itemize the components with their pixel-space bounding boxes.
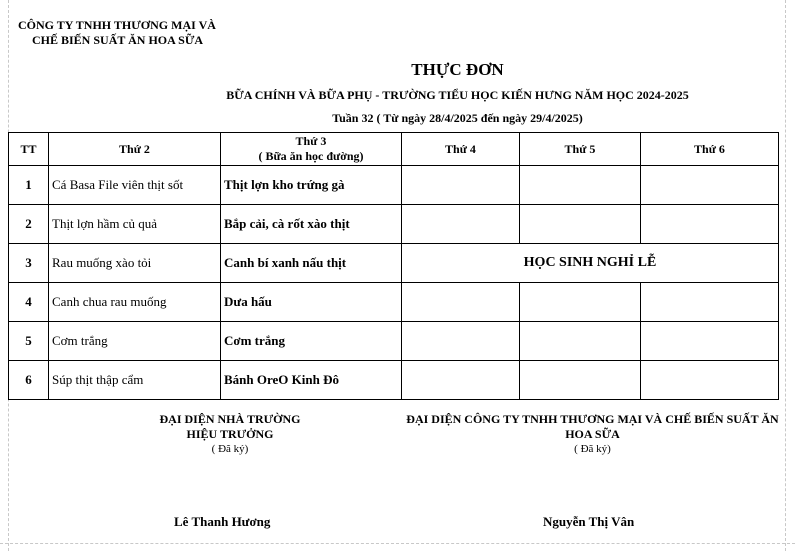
header-thursday: Thứ 5 <box>520 133 641 166</box>
school-signature-status: ( Đã ký) <box>211 443 249 455</box>
table-header-row <box>9 133 779 166</box>
tuesday-dish: Thịt lợn kho trứng gà <box>221 166 402 205</box>
row-number: 4 <box>9 283 49 322</box>
friday-cell <box>641 283 779 322</box>
friday-cell <box>641 322 779 361</box>
table-row <box>9 361 779 400</box>
header-tuesday <box>221 133 402 166</box>
table-row <box>9 244 779 283</box>
friday-cell <box>641 166 779 205</box>
row-number: 6 <box>9 361 49 400</box>
tuesday-dish: Cơm trắng <box>221 322 402 361</box>
tuesday-dish: Bánh OreO Kinh Đô <box>221 361 402 400</box>
wednesday-cell <box>402 361 520 400</box>
thursday-cell <box>520 361 641 400</box>
friday-cell <box>641 361 779 400</box>
school-signer-name: Lê Thanh Hương <box>174 514 271 529</box>
table-row <box>9 166 779 205</box>
tuesday-dish: Canh bí xanh nấu thịt <box>221 244 402 283</box>
monday-dish: Rau muống xào tỏi <box>49 244 221 283</box>
company-name-line2: CHẾ BIẾN SUẤT ĂN HOA SỮA <box>32 33 204 47</box>
table-row <box>9 205 779 244</box>
thursday-cell <box>520 205 641 244</box>
monday-dish: Canh chua rau muống <box>49 283 221 322</box>
menu-table <box>8 132 779 400</box>
page-subtitle: BỮA CHÍNH VÀ BỮA PHỤ - TRƯỜNG TIỂU HỌC KIẾN HƯNG NĂM HỌC 2024-2025 <box>226 88 689 102</box>
company-signature-block <box>400 412 785 457</box>
page-guide-bottom <box>0 543 795 544</box>
row-number: 5 <box>9 322 49 361</box>
header-tuesday-label: Thứ 3 <box>295 134 327 148</box>
header-tt: TT <box>9 133 49 166</box>
monday-dish: Cá Basa File viên thịt sốt <box>49 166 221 205</box>
holiday-notice: HỌC SINH NGHỈ LỄ <box>402 244 779 283</box>
school-signature-title: ĐẠI DIỆN NHÀ TRƯỜNG <box>159 412 301 426</box>
company-signature-status: ( Đã ký) <box>574 443 611 455</box>
table-row <box>9 322 779 361</box>
thursday-cell <box>520 283 641 322</box>
thursday-cell <box>520 322 641 361</box>
header-friday: Thứ 6 <box>641 133 779 166</box>
monday-dish: Cơm trắng <box>49 322 221 361</box>
row-number: 3 <box>9 244 49 283</box>
header-wednesday: Thứ 4 <box>402 133 520 166</box>
table-row <box>9 283 779 322</box>
company-signature-title-cont: HOA SỮA <box>565 427 620 441</box>
page-guide-right <box>785 0 786 551</box>
school-signature-block <box>130 412 330 457</box>
tuesday-dish: Bắp cải, cà rốt xào thịt <box>221 205 402 244</box>
week-range: Tuần 32 ( Từ ngày 28/4/2025 đến ngày 29/4/2025) <box>332 111 583 125</box>
wednesday-cell <box>402 166 520 205</box>
row-number: 1 <box>9 166 49 205</box>
thursday-cell <box>520 166 641 205</box>
wednesday-cell <box>402 283 520 322</box>
wednesday-cell <box>402 205 520 244</box>
monday-dish: Súp thịt thập cẩm <box>49 361 221 400</box>
wednesday-cell <box>402 322 520 361</box>
friday-cell <box>641 205 779 244</box>
company-signer-name: Nguyễn Thị Vân <box>543 514 635 529</box>
header-monday: Thứ 2 <box>49 133 221 166</box>
school-signature-role: HIỆU TRƯỞNG <box>186 427 274 441</box>
header-tuesday-note: ( Bữa ăn học đường) <box>258 149 364 163</box>
monday-dish: Thịt lợn hầm củ quả <box>49 205 221 244</box>
company-signature-title: ĐẠI DIỆN CÔNG TY TNHH THƯƠNG MẠI VÀ CHẾ BIẾN SUẤT ĂN <box>406 412 779 426</box>
page-title: THỰC ĐƠN <box>411 60 504 79</box>
company-name-line1: CÔNG TY TNHH THƯƠNG MẠI VÀ <box>18 18 216 32</box>
tuesday-dish: Dưa hấu <box>221 283 402 322</box>
row-number: 2 <box>9 205 49 244</box>
